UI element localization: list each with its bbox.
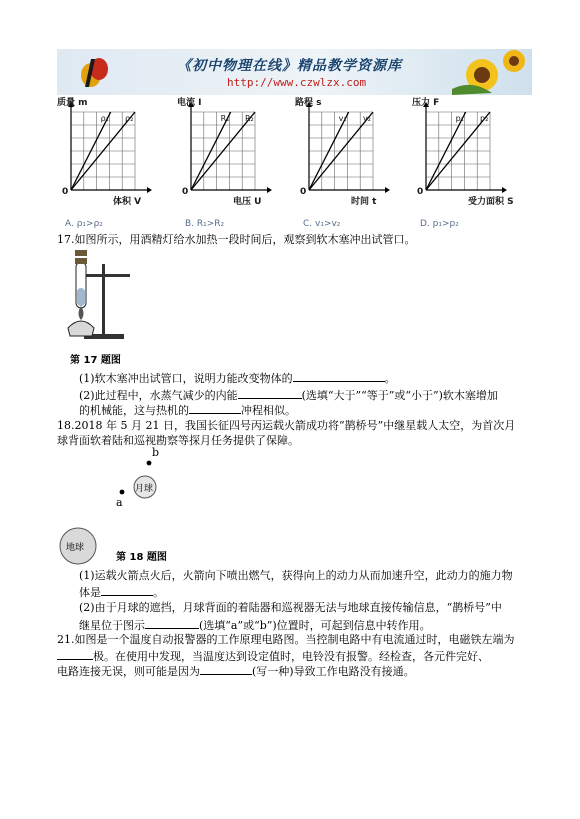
q18-blank-1[interactable] bbox=[101, 584, 153, 596]
point-a-label: a bbox=[116, 496, 123, 509]
series-label-2: ρ₂ bbox=[125, 114, 134, 123]
x-axis-arrow bbox=[385, 187, 390, 193]
x-axis-label: 体积 V bbox=[113, 197, 142, 207]
series-label-1: p₁ bbox=[455, 114, 464, 123]
y-axis-label: 压力 F bbox=[412, 98, 440, 108]
q17-blank-3[interactable] bbox=[189, 402, 241, 414]
q21-blank-1[interactable] bbox=[57, 648, 93, 660]
q18-part2-cont: 继星位于图示 (选填“a”或“b”)位置时，可起到信息中转作用。 bbox=[79, 619, 431, 632]
x-axis-arrow bbox=[147, 187, 152, 193]
banner-title: 《初中物理在线》精品教学资源库 bbox=[177, 58, 402, 74]
moon-label: 月球 bbox=[135, 484, 154, 494]
series-label-1: v₁ bbox=[338, 114, 347, 123]
y-axis-label: 电流 I bbox=[177, 98, 202, 108]
x-axis-label: 时间 t bbox=[351, 197, 377, 207]
q18-blank-2[interactable] bbox=[145, 617, 199, 629]
x-axis-label: 受力面积 S bbox=[468, 197, 514, 207]
series-label-2: v₂ bbox=[363, 114, 371, 123]
point-b-label: b bbox=[152, 446, 160, 459]
option-label: C. v₁>v₂ bbox=[303, 219, 341, 229]
graph-pressure bbox=[412, 96, 514, 229]
option-label: D. p₁>p₂ bbox=[420, 219, 459, 229]
q18-part1: (1)运载火箭点火后，火箭向下喷出燃气，获得向上的动力从而加速升空，此动力的施力物 bbox=[79, 569, 513, 582]
q18-orbit-figure bbox=[56, 448, 186, 568]
graph-resistance bbox=[177, 96, 272, 229]
series-label-2: R₂ bbox=[245, 114, 254, 123]
q17-part2: (2)此过程中，水蒸气减少的内能 (选填“大于”“等于”或“小于”)软木塞增加 bbox=[79, 389, 498, 402]
option-label: B. R₁>R₂ bbox=[185, 219, 225, 229]
q18-caption: 第 18 题图 bbox=[116, 552, 167, 563]
logo-icon bbox=[77, 55, 113, 89]
q21-line3: 电路连接无误，则可能是因为 (写一种)导致工作电路没有接通。 bbox=[57, 665, 415, 678]
x-axis-label: 电压 U bbox=[233, 197, 262, 207]
q21-line1: 21.如图是一个温度自动报警器的工作原理电路图。当控制电路中有电流通过时，电磁铁左端为 bbox=[57, 633, 515, 646]
y-axis-label: 路程 s bbox=[295, 98, 322, 108]
x-axis-arrow bbox=[267, 187, 272, 193]
earth-label: 地球 bbox=[66, 543, 85, 553]
graph-speed bbox=[295, 96, 390, 229]
q17-caption: 第 17 题图 bbox=[70, 355, 121, 366]
header-banner bbox=[57, 49, 532, 95]
origin-label: 0 bbox=[300, 187, 307, 197]
q18-part2: (2)由于月球的遮挡，月球背面的着陆器和巡视器无法与地球直接传输信息，“鹊桥号”中 bbox=[79, 601, 502, 614]
option-label: A. ρ₁>ρ₂ bbox=[65, 219, 103, 229]
series-label-1: ρ₁ bbox=[100, 114, 109, 123]
graph-options-strip bbox=[57, 96, 532, 231]
sunflower-icon bbox=[452, 49, 532, 95]
q18-stem-line1: 18.2018 年 5 月 21 日，我国长征四号丙运载火箭成功将“鹊桥号”中继星载人太空，为首次月 bbox=[57, 419, 516, 432]
q17-part2-cont: 的机械能，这与热机的 冲程相似。 bbox=[79, 404, 296, 417]
q17-blank-2[interactable] bbox=[238, 387, 302, 399]
series-label-2: p₂ bbox=[480, 114, 489, 123]
q17-blank-1[interactable] bbox=[293, 370, 385, 382]
graph-density bbox=[57, 96, 152, 229]
series-label-1: R₁ bbox=[220, 114, 230, 123]
origin-label: 0 bbox=[62, 187, 69, 197]
q18-part1-cont: 体是 。 bbox=[79, 586, 164, 599]
q17-part1: (1)软木塞冲出试管口，说明力能改变物体的 。 bbox=[79, 372, 396, 385]
q21-blank-2[interactable] bbox=[200, 663, 252, 675]
y-axis-label: 质量 m bbox=[57, 98, 88, 108]
q17-stem: 17.如图所示，用酒精灯给水加热一段时间后，观察到软木塞冲出试管口。 bbox=[57, 233, 416, 246]
q18-stem-line2: 球背面软着陆和巡视勘察等探月任务提供了保障。 bbox=[57, 434, 299, 447]
q17-apparatus-figure bbox=[62, 248, 134, 346]
origin-label: 0 bbox=[182, 187, 189, 197]
banner-url: http://www.czwlzx.com bbox=[227, 76, 367, 89]
x-axis-arrow bbox=[502, 187, 507, 193]
origin-label: 0 bbox=[417, 187, 424, 197]
q21-line2: 极。在使用中发现，当温度达到设定值时，电铃没有报警。经检查，各元件完好、 bbox=[57, 648, 489, 664]
